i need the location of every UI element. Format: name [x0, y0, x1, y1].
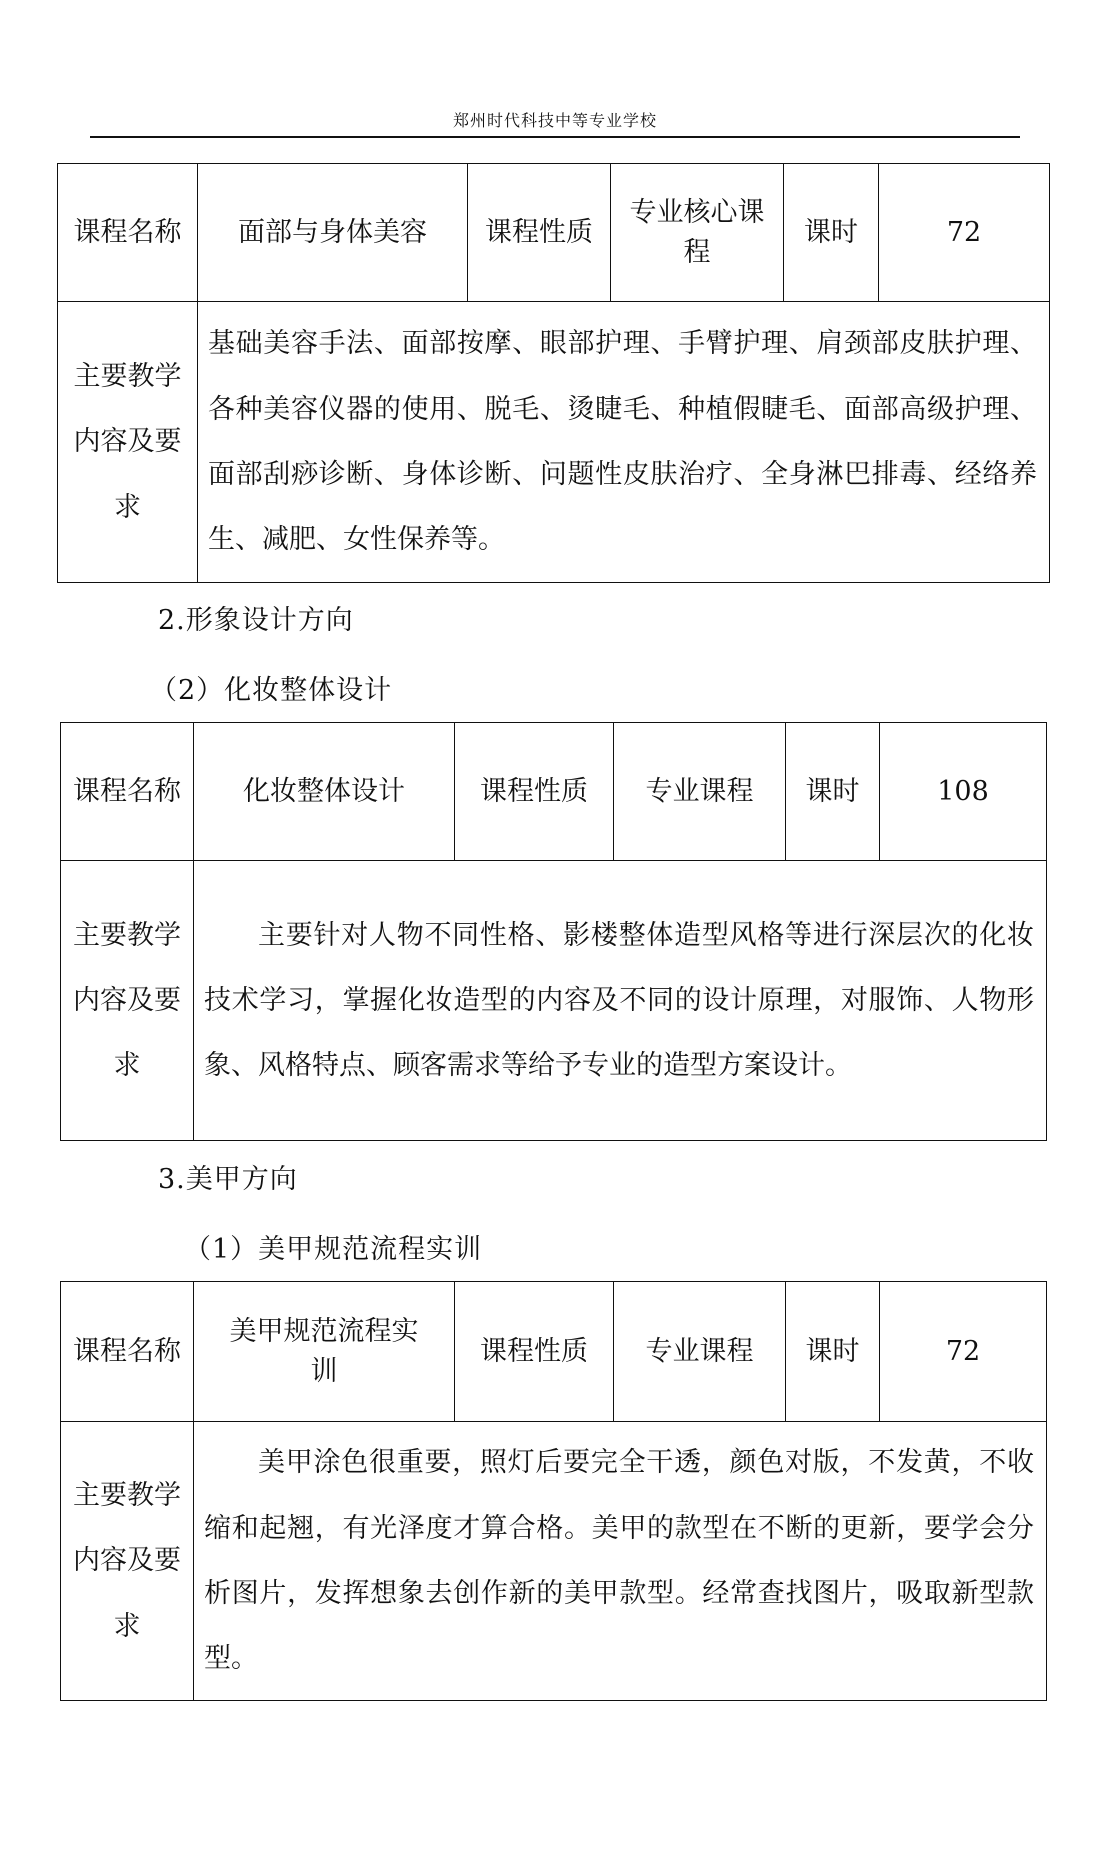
course-nature-label: 课程性质	[480, 775, 588, 807]
content-label: 主要教学内容及要求	[73, 919, 181, 1082]
course-hours-label-cell	[786, 723, 880, 861]
course-nature-label-cell	[468, 164, 611, 302]
section-title-nail: 3.美甲方向	[158, 1164, 298, 1195]
content-label: 主要教学内容及要求	[73, 361, 182, 523]
course-hours-label-cell	[786, 1282, 880, 1422]
course-hours-label: 课时	[804, 216, 858, 248]
content-label-cell	[58, 302, 198, 583]
course-nature-value-cell	[614, 723, 786, 861]
course-name-value: 美甲规范流程实训	[229, 1316, 419, 1387]
course-hours-value-cell	[879, 164, 1050, 302]
course-hours-value: 72	[945, 1335, 981, 1367]
course-hours-label-cell	[784, 164, 879, 302]
course-nature-value: 专业课程	[645, 1335, 754, 1367]
course-name-label-cell	[61, 723, 194, 861]
course-name-label: 课程名称	[73, 775, 181, 807]
course-hours-value: 72	[946, 216, 982, 248]
course-nature-value-cell	[611, 164, 784, 302]
course-name-label: 课程名称	[73, 216, 182, 248]
header-divider	[90, 136, 1020, 138]
course-nature-value: 专业课程	[645, 775, 754, 807]
content-text-cell	[194, 1422, 1047, 1701]
course-name-label: 课程名称	[73, 1335, 181, 1367]
content-text: 基础美容手法、面部按摩、眼部护理、手臂护理、肩颈部皮肤护理、各种美容仪器的使用、脱毛、烫睫毛、种植假睫毛、面部高级护理、面部刮痧诊断、身体诊断、问题性皮肤治疗、全身淋巴排毒、经络养生、减肥、女性保养等。	[208, 328, 1037, 556]
course-name-value-cell	[198, 164, 468, 302]
course-name-value-cell	[194, 1282, 455, 1422]
course-table-facial-body	[57, 163, 1050, 583]
course-name-label-cell	[58, 164, 198, 302]
section-title-image-design: 2.形象设计方向	[158, 605, 354, 636]
course-hours-value: 108	[937, 775, 989, 807]
course-nature-value-cell	[614, 1282, 786, 1422]
course-name-value: 化妆整体设计	[243, 775, 405, 807]
content-text: 美甲涂色很重要，照灯后要完全干透，颜色对版，不发黄，不收缩和起翘，有光泽度才算合格。美甲的款型在不断的更新，要学会分析图片，发挥想象去创作新的美甲款型。经常查找图片，吸取新型款型。	[204, 1447, 1034, 1675]
page-header-school: 郑州时代科技中等专业学校	[452, 111, 657, 130]
content-label-cell	[61, 1422, 194, 1701]
course-nature-value: 专业核心课程	[629, 197, 765, 268]
content-label: 主要教学内容及要求	[73, 1480, 181, 1642]
course-hours-label: 课时	[805, 1335, 860, 1367]
content-text: 主要针对人物不同性格、影楼整体造型风格等进行深层次的化妆技术学习，掌握化妆造型的内容及不同的设计原理，对服饰、人物形象、风格特点、顾客需求等给予专业的造型方案设计。	[204, 919, 1034, 1082]
course-name-label-cell	[61, 1282, 194, 1422]
subsection-title-nail-process: （1）美甲规范流程实训	[184, 1234, 483, 1265]
course-hours-label: 课时	[805, 775, 860, 807]
course-nature-label: 课程性质	[485, 216, 593, 248]
course-name-value: 面部与身体美容	[238, 216, 427, 248]
content-label-cell	[61, 861, 194, 1141]
content-text-cell	[194, 861, 1047, 1141]
content-text-cell	[198, 302, 1050, 583]
subsection-title-makeup: （2）化妆整体设计	[150, 675, 393, 706]
course-hours-value-cell	[880, 1282, 1047, 1422]
course-table-nail	[60, 1281, 1047, 1701]
course-name-value-cell	[194, 723, 455, 861]
course-hours-value-cell	[880, 723, 1047, 861]
course-nature-label: 课程性质	[480, 1335, 588, 1367]
course-table-makeup	[60, 722, 1047, 1141]
course-nature-label-cell	[455, 723, 614, 861]
course-nature-label-cell	[455, 1282, 614, 1422]
